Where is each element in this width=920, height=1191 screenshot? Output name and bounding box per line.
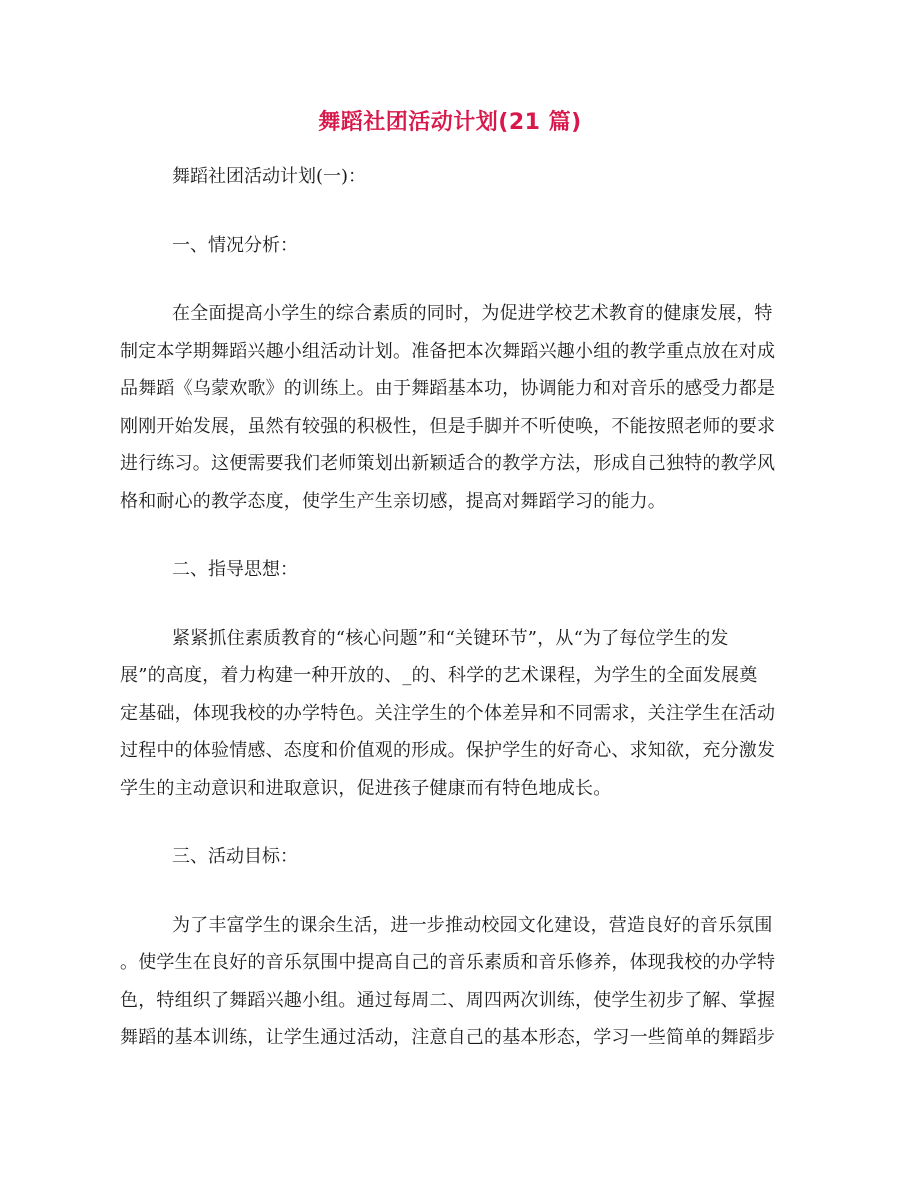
paragraph-line: 制定本学期舞蹈兴趣小组活动计划。准备把本次舞蹈兴趣小组的教学重点放在对成 xyxy=(120,340,776,362)
paragraph-line: 展”的高度，着力构建一种开放的、_的、科学的艺术课程，为学生的全面发展奠 xyxy=(120,665,758,686)
paragraph-line: 格和耐心的教学态度，使学生产生亲切感，提高对舞蹈学习的能力。 xyxy=(120,490,666,512)
paragraph-line: 紧紧抓住素质教育的“核心问题”和“关键环节”，从“为了每位学生的发 xyxy=(172,627,729,649)
section-2-paragraph xyxy=(120,620,780,808)
section-3-heading: 三、活动目标： xyxy=(172,846,298,867)
paragraph-line: 过程中的体验情感、态度和价值观的形成。保护学生的好奇心、求知欲，充分激发 xyxy=(120,740,776,761)
paragraph-line: 在全面提高小学生的综合素质的同时，为促进学校艺术教育的健康发展，特 xyxy=(172,303,773,324)
paragraph-line: 学生的主动意识和进取意识，促进孩子健康而有特色地成长。 xyxy=(120,777,612,799)
paragraph-line: 舞蹈的基本训练，让学生通过活动，注意自己的基本形态，学习一些简单的舞蹈步 xyxy=(120,1027,776,1048)
paragraph-line: 品舞蹈《乌蒙欢歌》的训练上。由于舞蹈基本功，协调能力和对音乐的感受力都是 xyxy=(120,378,776,399)
section-2-heading: 二、指导思想： xyxy=(172,559,298,580)
paragraph-line: 。使学生在良好的音乐氛围中提高自己的音乐素质和音乐修养，体现我校的办学特 xyxy=(120,952,776,973)
section-1-heading: 一、情况分析： xyxy=(172,234,298,256)
paragraph-line: 为了丰富学生的课余生活，进一步推动校园文化建设，营造良好的音乐氛围 xyxy=(172,914,773,936)
section-3-paragraph xyxy=(120,907,780,1057)
paragraph-line: 色，特组织了舞蹈兴趣小组。通过每周二、周四两次训练，使学生初步了解、掌握 xyxy=(120,989,776,1011)
paragraph-line: 定基础，体现我校的办学特色。关注学生的个体差异和不同需求，关注学生在活动 xyxy=(120,702,776,724)
section-1-paragraph xyxy=(120,295,780,520)
paragraph-line: 刚刚开始发展，虽然有较强的积极性，但是手脚并不听使唤，不能按照老师的要求 xyxy=(120,415,776,437)
document-title: 舞蹈社团活动计划(21 篇) xyxy=(318,110,582,135)
paragraph-line: 进行练习。这便需要我们老师策划出新颖适合的教学方法，形成自己独特的教学风 xyxy=(120,453,776,474)
subtitle: 舞蹈社团活动计划(一)： xyxy=(172,166,367,187)
